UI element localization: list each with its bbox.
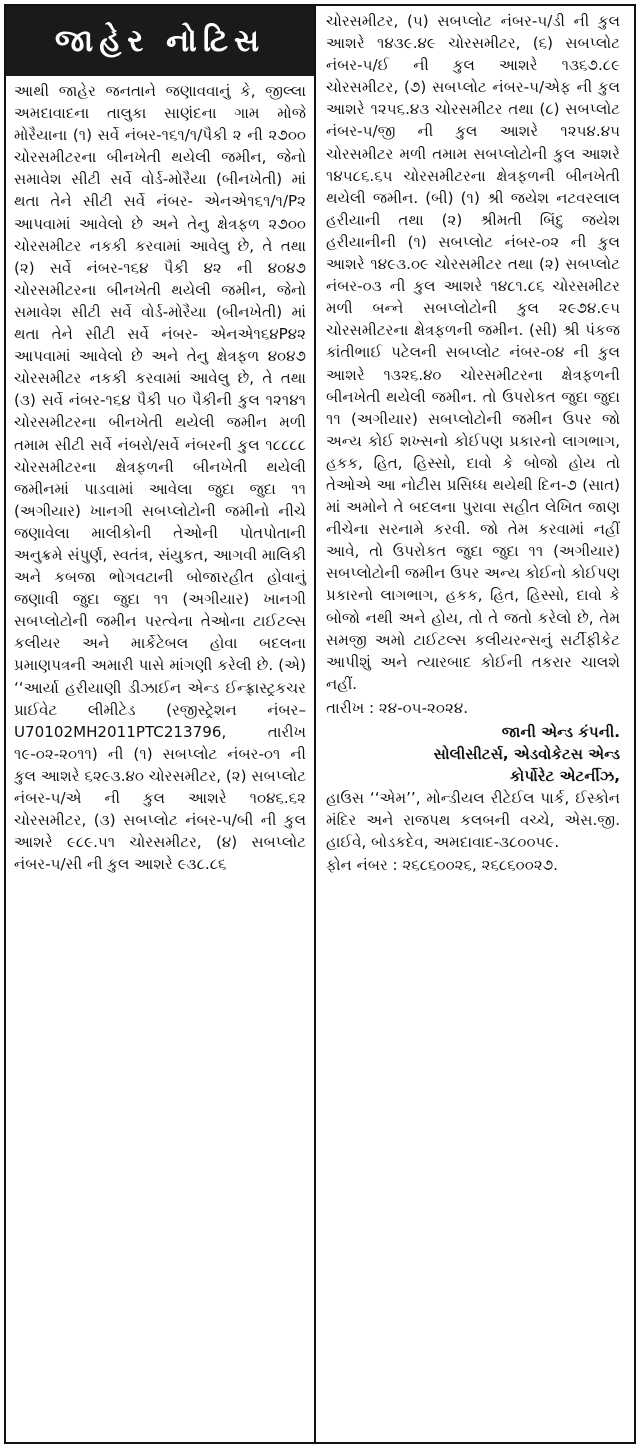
notice-paragraph-right: ચોરસમીટર, (૫) સબપ્લોટ નંબર-૫/ડી ની કુલ આશરે ૧૪૩૯.૪૯ ચોરસમીટર, (૬) સબપ્લોટ નંબર-૫/ઈ ની કુલ આશરે ૧૩૬૭.૮૯ ચોરસમીટર, (૭) સબપ્લોટ નંબર-૫/એફ ની કુલ આશરે ૧૨૫૬.૪૩ ચોરસમીટર તથા (૮) સબપ્લોટ નંબર-૫/જી ની કુલ આશરે ૧૨૫૪.૪૫ ચોરસમીટર મળી તમામ સબપ્લોટોની કુલ આશરે ૧૪૫૮૬.૬૫ ચોરસમીટરના ક્ષેત્રફળની બીનખેતી થયેલી જમીન. (બી) (૧) શ્રી જયેશ નટવરલાલ હરીયાની તથા (૨) શ્રીમતી બિંદુ જયેશ હરીયાનીની (૧) સબપ્લોટ નંબર-૦૨ ની કુલ આશરે ૧૪૯૩.૦૯ ચોરસમીટર તથા (૨) સબપ્લોટ નંબર-૦૩ ની કુલ આશરે ૧૪૮૧.૮૬ ચોરસમીટર મળી બન્ને સબપ્લોટોની કુલ ૨૯૭૪.૯૫ ચોરસમીટરના ક્ષેત્રફળની જમીન. (સી) શ્રી પંકજ કાંતીભાઈ પટેલની સબપ્લોટ નંબર-૦૪ ની કુલ આશરે ૧૩૨૬.૪૦ ચોરસમીટરના ક્ષેત્રફળની બીનખેતી થયેલી જમીન. તો ઉપરોકત જુદા જુદા ૧૧ (અગીયાર) સબપ્લોટોની જમીન ઉપર જો અન્ય કોઈ શખ્સનો કોઈપણ પ્રકારનો લાગભાગ, હકક, હિત, હિસ્સો, દાવો કે બોજો હોય તો તેઓએ આ નોટીસ પ્રસિધ્ધ થયેથી દિન-૭ (સાત) માં અમોને તે બદલના પુરાવા સહીત લેખિત જાણ નીચેના સરનામે કરવી. જો તેમ કરવામાં નહીં આવે, તો ઉપરોકત જુદા જુદા ૧૧ (અગીયાર) સબપ્લોટોની જમીન ઉપર અન્ય કોઈનો કોઈપણ પ્રકારનો લાગભાગ, હકક, હિત, હિસ્સો, દાવો કે બોજો નથી અને હોય, તો તે જતો કરેલો છે, તેમ સમજી અમો ટાઈટલ્સ કલીયરન્સનું સર્ટીફીકેટ આપીશું અને ત્યારબાદ કોઈની તકરાર ચાલશે નહીં.	[326, 12, 620, 693]
notice-title: જાહેર નોટિસ	[6, 6, 314, 76]
firm-role-line-1: સોલીસીટર્સ, એડવોકેટસ એન્ડ	[433, 745, 620, 764]
notice-body-left	[6, 76, 314, 875]
firm-role-line-2: કોર્પોરેટ એટર્નીઝ,	[509, 767, 620, 786]
firm-address: હાઉસ ‘‘એમ’’, મોન્ડીયલ રીટેઈલ પાર્ક, ઈસ્કોન મંદિર અને રાજપથ કલબની વચ્ચે, એસ.જી. હાઈવે, બોડકદેવ, અમદાવાદ-૩૮૦૦૫૯.	[326, 789, 620, 852]
notice-left-column	[6, 6, 316, 1442]
signature-block	[326, 697, 620, 876]
notice-body-right	[318, 6, 628, 876]
notice-right-column	[318, 6, 628, 1442]
firm-name: જાની એન્ડ કંપની.	[501, 723, 620, 741]
notice-date: તારીખ : ૨૪-૦૫-૨૦૨૪.	[326, 698, 468, 717]
firm-phone: ફોન નંબર : ૨૬૮૬૦૦૨૬, ૨૬૮૬૦૦૨૭.	[326, 855, 558, 874]
notice-paragraph-left: આથી જાહેર જનતાને જણાવવાનું કે, જીલ્લા અમદાવાદના તાલુકા સાણંદના ગામ મોજે મોરૈયાના (૧) સર્વે નંબર-૧૬૧/૧/પૈકી ૨ ની ૨૭૦૦ ચોરસમીટરના બીનખેતી થયેલી જમીન, જેનો સમાવેશ સીટી સર્વે વોર્ડ-મોરૈયા (બીનખેતી) માં થતા તેને સીટી સર્વે નંબર- એનએ૧૬૧/૧/P૨ આપવામાં આવેલો છે અને તેનુ ક્ષેત્રફળ ૨૭૦૦ ચોરસમીટર નકકી કરવામાં આવેલુ છે, તે તથા (૨) સર્વે નંબર-૧૬૪ પૈકી ૪૨ ની ૪૦૪૭ ચોરસમીટરના બીનખેતી થયેલી જમીન, જેનો સમાવેશ સીટી સર્વે વોર્ડ-મોરૈયા (બીનખેતી) માં થતા તેને સીટી સર્વે નંબર- એનએ૧૬૪P૪૨ આપવામાં આવેલો છે અને તેનુ ક્ષેત્રફળ ૪૦૪૭ ચોરસમીટર નકકી કરવામાં આવેલુ છે, તે તથા (૩) સર્વે નંબર-૧૬૪ પૈકી ૫૦ પૈકીની કુલ ૧૨૧૪૧ ચોરસમીટરના બીનખેતી થયેલી જમીન મળી તમામ સીટી સર્વે નંબરો/સર્વે નંબરની કુલ ૧૮૮૮૮ ચોરસમીટરના ક્ષેત્રફળની બીનખેતી થયેલી જમીનમાં પાડવામાં આવેલા જુદા જુદા ૧૧ (અગીયાર) ખાનગી સબપ્લોટોની જમીનો નીચે જણાવેલા માલીકોની તેઓની પોતપોતાની અનુક્રમે સંપુર્ણ, સ્વતંત્ર, સંયુકત, આગવી માલિકી અને કબજા ભોગવટાની બોજારહીત હોવાનું જણાવી જુદા જુદા ૧૧ (અગીયાર) ખાનગી સબપ્લોટોની જમીન પરત્વેના તેઓના ટાઈટલ્સ કલીયર અને માર્કેટેબલ હોવા બદલના પ્રમાણપત્રની અમારી પાસે માંગણી કરેલી છે. (એ) ‘‘આર્યા હરીયાણી ડીઝાઈન એન્ડ ઈન્ફ્રાસ્ટ્રકચર પ્રાઈવેટ લીમીટેડ (રજીસ્ટ્રેશન નંબર– U70102MH2011PTC213796, તારીખ ૧૯-૦૨-૨૦૧૧) ની (૧) સબપ્લોટ નંબર-૦૧ ની કુલ આશરે ૬૨૯૩.૪૦ ચોરસમીટર, (૨) સબપ્લોટ નંબર-૫/એ ની કુલ આશરે ૧૦૪૬.૬૨ ચોરસમીટર, (૩) સબપ્લોટ નંબર-૫/બી ની કુલ આશરે ૯૮૯.૫૧ ચોરસમીટર, (૪) સબપ્લોટ નંબર-૫/સી ની કુલ આશરે ૯૩૮.૮૬	[14, 82, 306, 874]
notice-box	[4, 4, 636, 1444]
